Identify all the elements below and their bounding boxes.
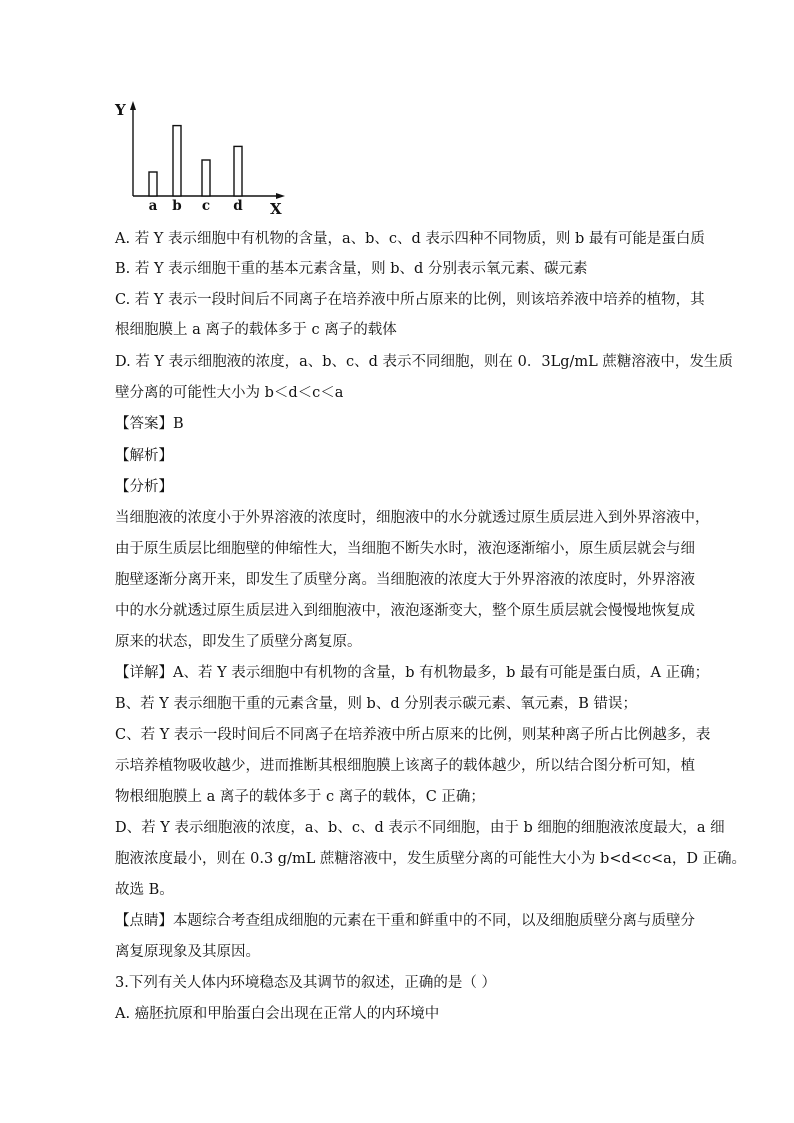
- bar-label-b: b: [172, 198, 182, 214]
- fenxi-line-1: 当细胞液的浓度小于外界溶液的浓度时，细胞液中的水分就透过原生质层进入到外界溶液中，: [115, 510, 710, 526]
- bar-a: [149, 172, 157, 196]
- x-axis-label: X: [270, 200, 282, 218]
- option-d-line-2: 壁分离的可能性大小为 b＜d＜c＜a: [115, 385, 344, 401]
- detail-line-1: 【详解】A、若 Y 表示细胞中有机物的含量，b 有机物最多，b 最有可能是蛋白质，A 正确；: [115, 665, 710, 681]
- next-option-a: A. 癌胚抗原和甲胎蛋白会出现在正常人的内环境中: [115, 1006, 440, 1022]
- option-c-line-2: 根细胞膜上 a 离子的载体多于 c 离子的载体: [115, 322, 397, 338]
- detail-line-3: C、若 Y 表示一段时间后不同离子在培养液中所占原来的比例，则某种离子所占比例越多，表: [115, 727, 711, 743]
- x-axis-arrow: [276, 193, 285, 199]
- bar-b: [173, 126, 181, 196]
- fenxi-line-2: 由于原生质层比细胞壁的伸缩性大，当细胞不断失水时，液泡逐渐缩小，原生质层就会与细: [115, 541, 695, 557]
- detail-line-8: 故选 B。: [115, 882, 174, 898]
- fenxi-heading: 【分析】: [115, 479, 173, 495]
- point-line-2: 离复原现象及其原因。: [115, 944, 260, 960]
- y-axis-arrow: [130, 101, 136, 110]
- option-b: B. 若 Y 表示细胞干重的基本元素含量，则 b、d 分别表示氧元素、碳元素: [115, 261, 588, 277]
- bar-label-d: d: [233, 198, 243, 214]
- bar-c: [202, 160, 210, 196]
- option-a: A. 若 Y 表示细胞中有机物的含量，a、b、c、d 表示四种不同物质，则 b 最有可能是蛋白质: [115, 231, 705, 247]
- detail-line-7: 胞液浓度最小，则在 0.3 g/mL 蔗糖溶液中，发生质壁分离的可能性大小为 b<d<c<a，D 正确。: [115, 851, 747, 867]
- detail-line-4: 示培养植物吸收越少，进而推断其根细胞膜上该离子的载体越少，所以结合图分析可知，植: [115, 758, 695, 774]
- detail-line-5: 物根细胞膜上 a 离子的载体多于 c 离子的载体，C 正确；: [115, 789, 485, 805]
- point-line-1: 【点睛】本题综合考查组成细胞的元素在干重和鲜重中的不同，以及细胞质壁分离与质壁分: [115, 913, 695, 929]
- answer-line: 【答案】B: [115, 416, 184, 432]
- next-question: 3.下列有关人体内环境稳态及其调节的叙述，正确的是（ ）: [115, 975, 496, 991]
- bars-group: [149, 126, 244, 214]
- fenxi-line-4: 中的水分就透过原生质层进入到细胞液中，液泡逐渐变大，整个原生质层就会慢慢地恢复成: [115, 603, 695, 619]
- bar-figure: [110, 95, 300, 220]
- bar-label-a: a: [148, 198, 158, 214]
- detail-line-6: D、若 Y 表示细胞液的浓度，a、b、c、d 表示不同细胞，由于 b 细胞的细胞液浓度最大，a 细: [115, 820, 725, 836]
- bar-figure-svg: [110, 95, 300, 220]
- fenxi-line-3: 胞壁逐渐分离开来，即发生了质壁分离。当细胞液的浓度大于外界溶液的浓度时，外界溶液: [115, 572, 695, 588]
- option-c-line-1: C. 若 Y 表示一段时间后不同离子在培养液中所占原来的比例，则该培养液中培养的植物，其: [115, 292, 705, 308]
- detail-line-2: B、若 Y 表示细胞干重的元素含量，则 b、d 分别表示碳元素、氧元素，B 错误；: [115, 696, 637, 712]
- option-d-line-1: D. 若 Y 表示细胞液的浓度，a、b、c、d 表示不同细胞，则在 0．3Lg/mL 蔗糖溶液中，发生质: [115, 354, 733, 370]
- fenxi-line-5: 原来的状态，即发生了质壁分离复原。: [115, 634, 362, 650]
- analysis-heading: 【解析】: [115, 448, 173, 464]
- bar-label-c: c: [201, 198, 211, 214]
- y-axis-label: Y: [115, 101, 126, 119]
- bar-d: [234, 146, 242, 196]
